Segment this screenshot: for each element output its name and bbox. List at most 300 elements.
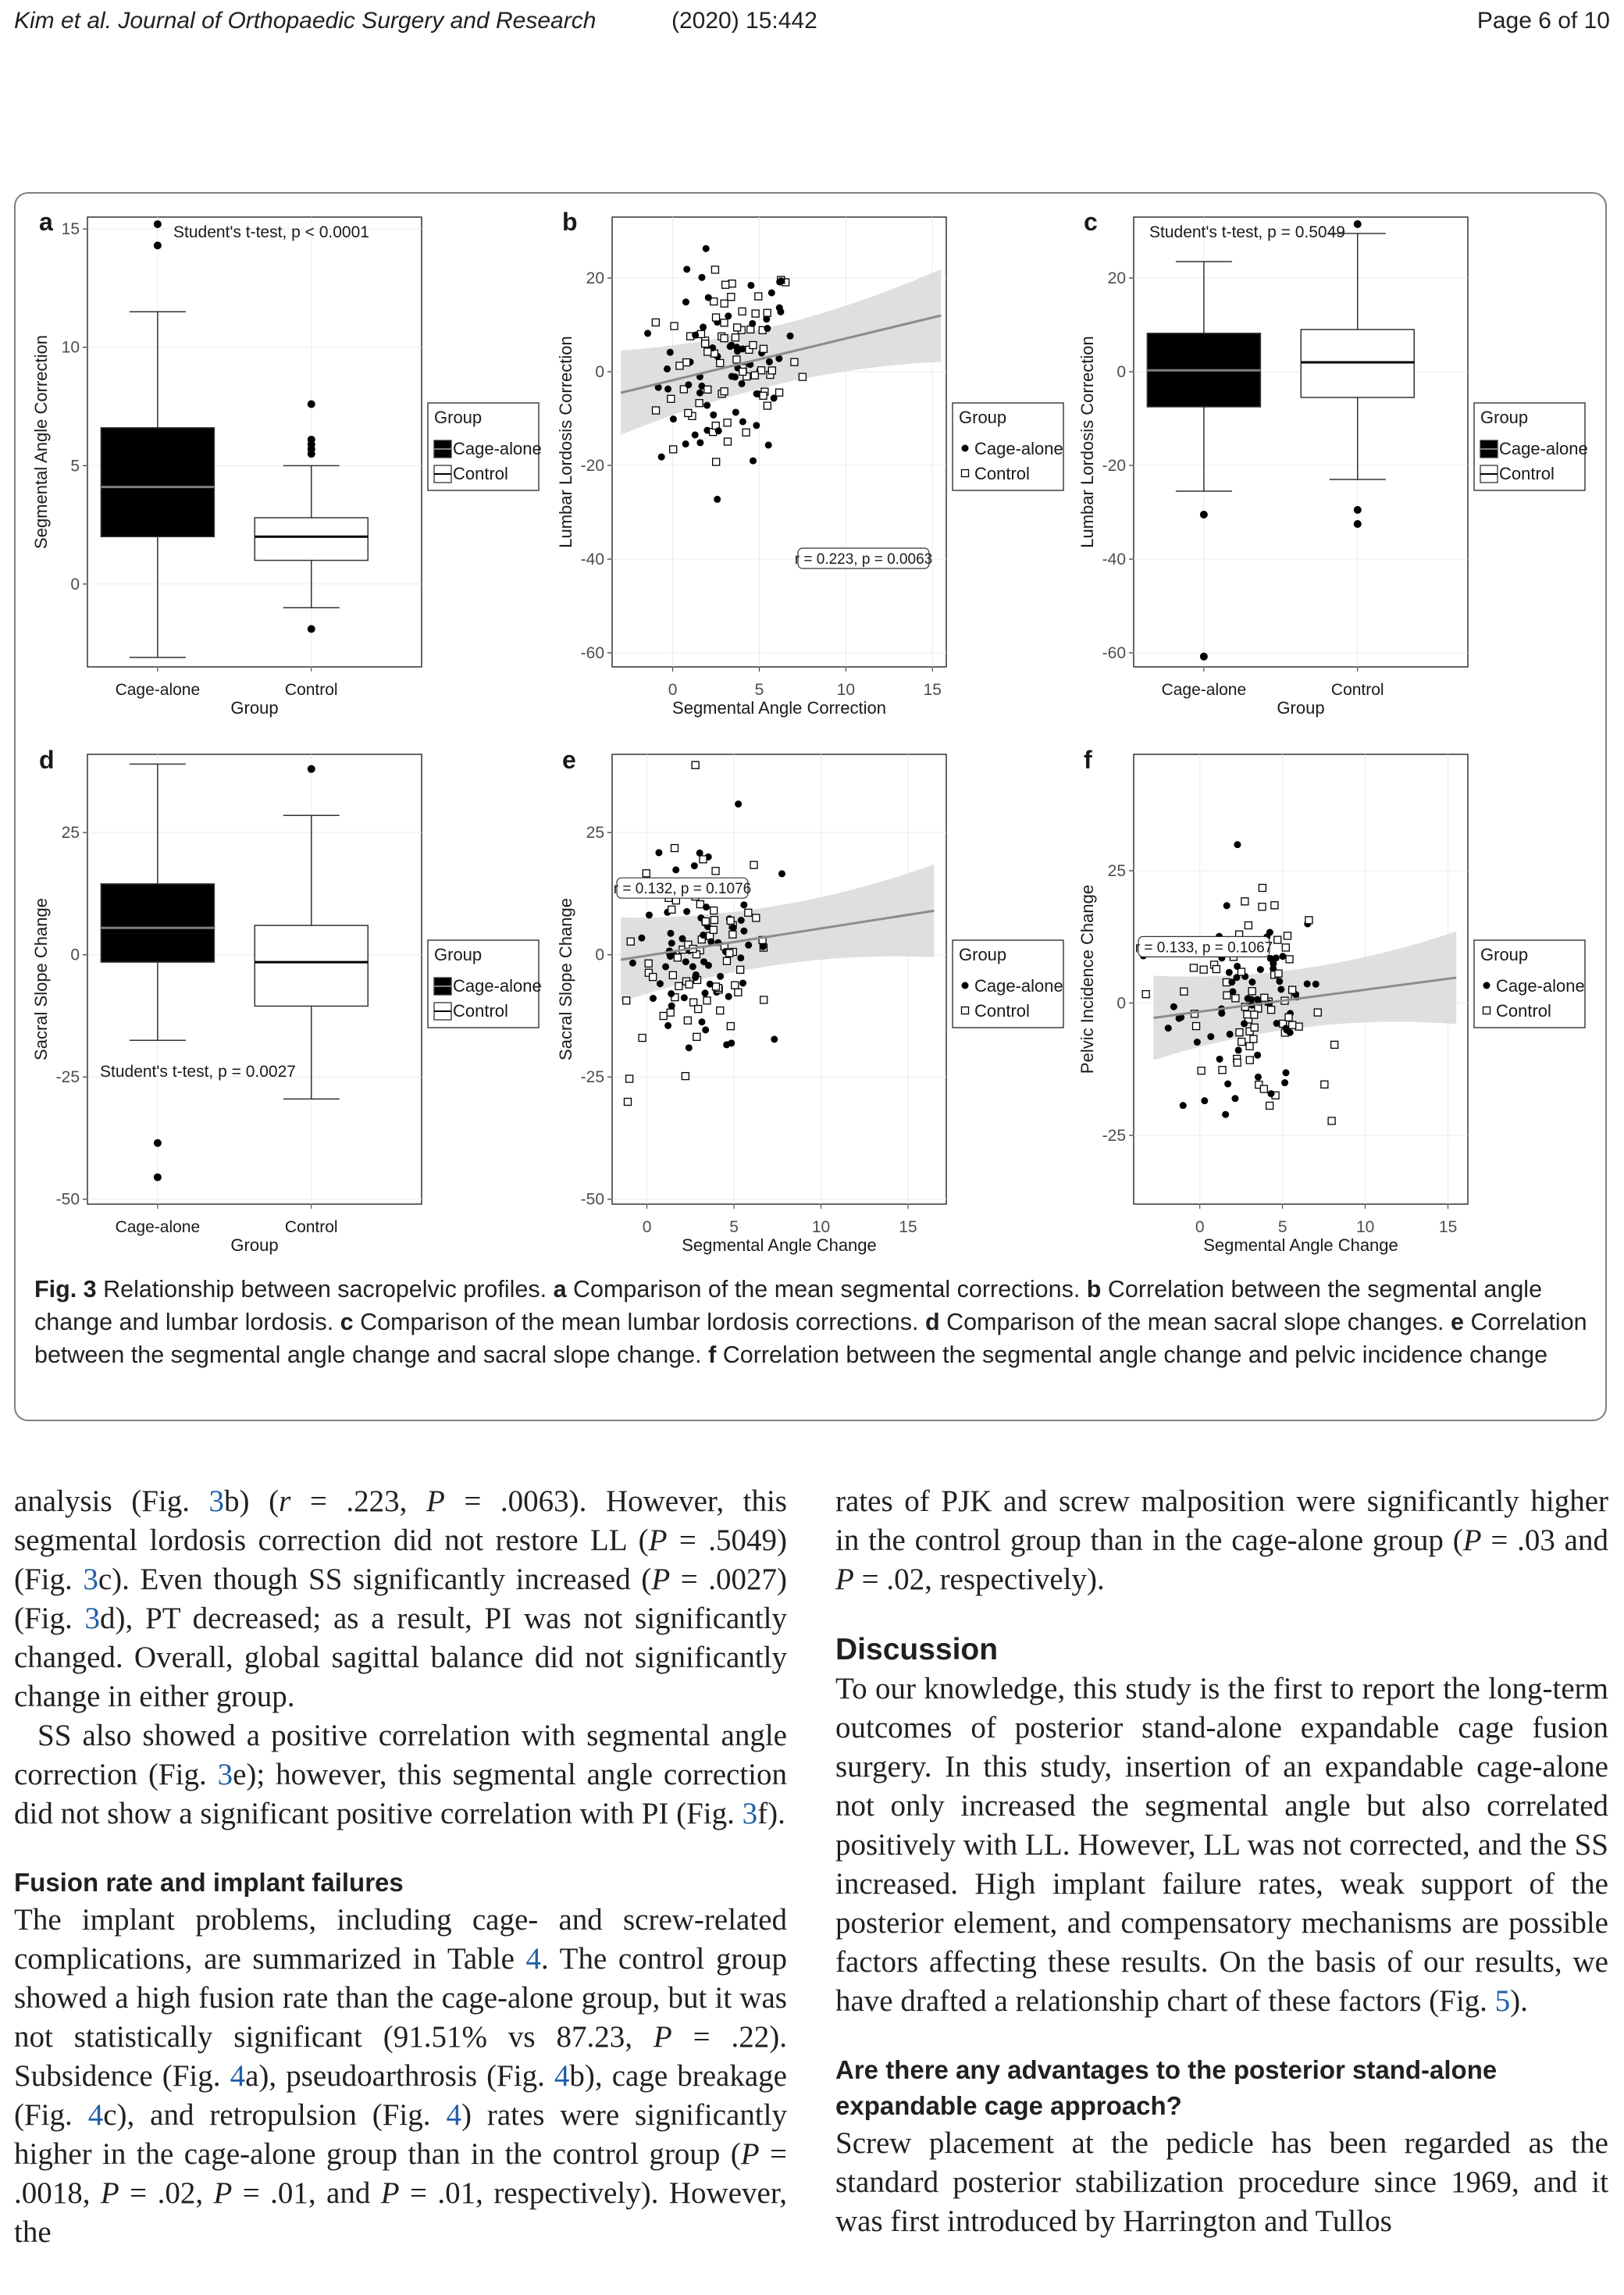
- scatter-point-cage-alone: [705, 962, 712, 969]
- panel-letter: f: [1084, 746, 1092, 774]
- caption-panel-letter: d: [918, 1309, 947, 1335]
- scatter-point-cage-alone: [1194, 1039, 1201, 1046]
- y-tick-label: 0: [70, 575, 80, 593]
- section-subheading: Fusion rate and implant failures: [14, 1868, 404, 1897]
- y-tick-label: -50: [55, 1190, 80, 1209]
- legend-key-square: [962, 1007, 969, 1014]
- legend-item-label: Cage-alone: [453, 439, 542, 458]
- scatter-point-cage-alone: [682, 440, 689, 447]
- y-tick-label: -25: [1102, 1126, 1126, 1145]
- scatter-point-cage-alone: [683, 908, 690, 915]
- scatter-point-cage-alone: [707, 981, 714, 988]
- y-axis-label: Sacral Slope Change: [556, 898, 575, 1060]
- y-tick-label: 25: [61, 824, 80, 843]
- scatter-point-cage-alone: [753, 390, 760, 397]
- legend-item-label: Cage-alone: [974, 439, 1063, 458]
- scatter-point-control: [700, 856, 707, 863]
- scatter-point-cage-alone: [1281, 1079, 1288, 1086]
- scatter-point-control: [1245, 922, 1252, 929]
- figure-reference-link[interactable]: 3: [83, 1563, 98, 1596]
- x-tick-label: 15: [923, 681, 942, 699]
- scatter-point-control: [627, 938, 634, 945]
- y-axis-label: Segmental Angle Correction: [31, 335, 51, 549]
- scatter-point-control: [668, 906, 675, 913]
- scatter-point-control: [1289, 1021, 1296, 1028]
- scatter-point-cage-alone: [1201, 1097, 1208, 1104]
- scatter-point-control: [733, 356, 740, 363]
- outlier-point: [1354, 520, 1362, 528]
- scatter-point-cage-alone: [753, 422, 760, 429]
- legend-key-dot: [1483, 982, 1490, 989]
- x-tick-label: 15: [1438, 1218, 1458, 1236]
- scatter-point-control: [764, 309, 771, 316]
- scatter-point-control: [724, 438, 731, 445]
- legend-title: Group: [959, 945, 1007, 964]
- scatter-point-control: [1259, 885, 1266, 892]
- x-axis-label: Segmental Angle Change: [682, 1235, 877, 1255]
- x-axis-label: Group: [230, 1235, 279, 1255]
- scatter-point-control: [667, 1009, 674, 1016]
- scatter-point-cage-alone: [705, 294, 712, 301]
- scatter-point-cage-alone: [1304, 980, 1311, 987]
- scatter-point-cage-alone: [1273, 954, 1280, 961]
- scatter-point-control: [713, 314, 720, 321]
- text-run: = .22). Subsidence (Fig.: [14, 2020, 787, 2093]
- text-run: = .02,: [119, 2176, 214, 2210]
- italic-symbol: P: [648, 1523, 668, 1557]
- scatter-point-control: [739, 368, 746, 375]
- scatter-point-cage-alone: [685, 381, 692, 388]
- text-run: b), cage breakage (Fig.: [14, 2059, 787, 2132]
- scatter-point-control: [653, 407, 660, 414]
- scatter-point-control: [684, 1017, 691, 1024]
- scatter-point-cage-alone: [682, 958, 689, 965]
- italic-symbol: P: [653, 2020, 672, 2054]
- scatter-point-cage-alone: [1227, 1031, 1234, 1038]
- paragraph: [14, 1482, 787, 1716]
- scatter-point-cage-alone: [668, 1003, 675, 1010]
- correlation-annotation: r = 0.223, p = 0.0063: [794, 551, 933, 568]
- scatter-point-control: [1295, 1023, 1302, 1030]
- legend-item-label: Control: [1496, 1001, 1551, 1021]
- scatter-point-cage-alone: [662, 963, 669, 970]
- x-tick-label: 5: [729, 1218, 739, 1236]
- caption-panel-text: Correlation between the segmental angle change and pelvic incidence change: [722, 1342, 1548, 1368]
- scatter-point-control: [693, 1033, 700, 1040]
- y-tick-label: 0: [1116, 994, 1126, 1013]
- scatter-point-cage-alone: [1235, 1046, 1242, 1053]
- scatter-point-cage-alone: [725, 993, 732, 1000]
- scatter-point-control: [1328, 1117, 1335, 1124]
- italic-symbol: P: [426, 1484, 445, 1518]
- scatter-point-cage-alone: [1245, 995, 1252, 1002]
- test-annotation: Student's t-test, p < 0.0001: [173, 223, 369, 241]
- scatter-point-control: [670, 446, 677, 453]
- y-tick-label: 25: [586, 824, 604, 843]
- y-tick-label: 5: [70, 457, 80, 476]
- x-tick-label: 10: [836, 681, 856, 699]
- scatter-point-control: [674, 954, 681, 961]
- legend-item-label: Cage-alone: [1499, 439, 1588, 458]
- scatter-point-cage-alone: [1228, 978, 1235, 985]
- outlier-point: [1200, 511, 1208, 519]
- text-run: = .5049) (Fig.: [14, 1523, 788, 1596]
- scatter-point-control: [1260, 1085, 1267, 1092]
- scatter-point-control: [1259, 903, 1266, 911]
- scatter-point-cage-alone: [696, 390, 703, 397]
- scatter-point-control: [721, 388, 728, 395]
- caption-panel-letter: a: [553, 1276, 574, 1303]
- text-run: c). Even though SS significantly increased (: [98, 1563, 652, 1596]
- journal-year: (2020) 15:442: [671, 8, 817, 34]
- scatter-point-control: [1284, 932, 1291, 939]
- scatter-point-control: [704, 348, 711, 355]
- text-run: b) (: [224, 1484, 280, 1518]
- y-tick-label: 0: [595, 363, 604, 381]
- scatter-point-cage-alone: [750, 458, 757, 465]
- x-tick-label: 5: [1277, 1218, 1287, 1236]
- scatter-point-control: [722, 281, 729, 288]
- legend-key-dot: [962, 982, 969, 989]
- scatter-point-control: [1142, 991, 1149, 998]
- y-tick-label: 20: [586, 269, 604, 287]
- x-tick-label: 0: [668, 681, 678, 699]
- legend-item-label: Cage-alone: [453, 976, 542, 996]
- scatter-point-cage-alone: [728, 372, 735, 380]
- scatter-point-cage-alone: [691, 862, 698, 869]
- paragraph: [14, 1901, 787, 2252]
- scatter-point-control: [1234, 1059, 1241, 1066]
- text-run: = .01, respectively). However, the: [14, 2176, 788, 2249]
- scatter-point-cage-alone: [700, 323, 707, 330]
- scatter-point-cage-alone: [735, 800, 742, 807]
- text-run: d), PT decreased; as a result, PI was not significantly changed. Overall, global sagittal balance did not significantly change in either group.: [14, 1602, 787, 1713]
- outlier-point: [308, 765, 315, 773]
- scatter-point-cage-alone: [1279, 953, 1286, 960]
- italic-symbol: P: [380, 2176, 400, 2210]
- legend-key-square: [1483, 1007, 1490, 1014]
- scatter-point-control: [1271, 902, 1278, 909]
- panel-letter: d: [39, 746, 55, 774]
- scatter-point-control: [1241, 898, 1248, 905]
- scatter-point-cage-alone: [747, 282, 754, 289]
- x-tick-label: 0: [642, 1218, 652, 1236]
- scatter-point-control: [710, 917, 718, 924]
- text-run: = .02, respectively).: [853, 1563, 1105, 1596]
- y-tick-label: 25: [1107, 862, 1126, 881]
- scatter-point-cage-alone: [1273, 1020, 1280, 1027]
- correlation-annotation: r = 0.133, p = 0.1067: [1134, 939, 1273, 957]
- paragraph: Screw placement at the pedicle has been regarded as the standard posterior stabilization procedure since 1969, and it was first introduced by Harrington and Tullos: [835, 2126, 1608, 2238]
- scatter-point-cage-alone: [1216, 1056, 1223, 1063]
- scatter-point-cage-alone: [1180, 1102, 1187, 1109]
- scatter-point-control: [1213, 966, 1220, 973]
- scatter-point-cage-alone: [650, 995, 657, 1002]
- scatter-point-cage-alone: [681, 994, 688, 1001]
- text-run: f).: [757, 1797, 785, 1830]
- plot-frame: [1134, 217, 1468, 667]
- scatter-point-cage-alone: [733, 344, 740, 351]
- scatter-point-control: [660, 1013, 667, 1020]
- figure-reference-link[interactable]: 4: [230, 2059, 246, 2093]
- scatter-point-control: [1246, 1042, 1253, 1049]
- text-run: To our knowledge, this study is the first to report the long-term outcomes of posterior stand-alone expandable cage fusion surgery. In this study, insertion of an expandable cage-alone not only increased the segmental angle but also correlated positively with LL. However, LL was not corrected, and the SS increased. High implant failure rates, weak support of the posterior element, and compensatory mechanisms are possible factors affecting these results. On the basis of our results, we have drafted a relationship chart of these factors (Fig.: [835, 1672, 1608, 2018]
- x-tick-label: 0: [1195, 1218, 1205, 1236]
- figure-reference-link[interactable]: 3: [742, 1797, 758, 1830]
- scatter-point-cage-alone: [703, 402, 710, 409]
- text-run: e); however, this segmental angle correction did not show a significant positive correlation with PI (Fig.: [14, 1758, 787, 1830]
- scatter-point-cage-alone: [766, 358, 773, 365]
- scatter-point-control: [721, 335, 728, 342]
- scatter-point-cage-alone: [717, 973, 724, 980]
- scatter-point-control: [1181, 988, 1188, 995]
- figure-reference-link[interactable]: 5: [1494, 1984, 1511, 2018]
- scatter-point-control: [671, 323, 678, 330]
- text-run: = .0063). However, this segmental lordosis correction did not restore LL (: [14, 1484, 787, 1557]
- scatter-point-cage-alone: [664, 365, 671, 372]
- caption-panel-text: Correlation between the segmental angle change and sacral slope change.: [34, 1309, 1587, 1368]
- scatter-point-control: [717, 359, 724, 366]
- scatter-point-control: [712, 868, 719, 875]
- scatter-point-control: [695, 1006, 702, 1013]
- panel-letter: c: [1084, 208, 1098, 236]
- scatter-point-control: [690, 999, 697, 1006]
- outlier-point: [1200, 653, 1208, 661]
- legend-title: Group: [434, 408, 483, 427]
- scatter-point-control: [1219, 1067, 1226, 1074]
- italic-symbol: P: [100, 2176, 119, 2210]
- scatter-point-control: [1246, 1057, 1253, 1064]
- scatter-point-cage-alone: [739, 418, 746, 425]
- body-column-right: [835, 1482, 1608, 2241]
- scatter-point-control: [1289, 986, 1296, 993]
- scatter-point-control: [1223, 992, 1230, 999]
- y-tick-label: -20: [1102, 457, 1126, 475]
- scatter-point-cage-alone: [1207, 1033, 1214, 1040]
- scatter-point-cage-alone: [700, 932, 707, 939]
- scatter-point-control: [1236, 1029, 1243, 1036]
- figure-reference-link[interactable]: 3: [208, 1484, 225, 1518]
- x-tick-label: Control: [284, 681, 338, 699]
- scatter-point-cage-alone: [727, 343, 734, 350]
- y-tick-label: 0: [595, 946, 604, 964]
- legend-item-label: Cage-alone: [1496, 976, 1585, 996]
- figure-reference-link[interactable]: 4: [446, 2098, 461, 2132]
- figure-3-charts: [16, 194, 1605, 1271]
- box-iqr: [101, 884, 214, 962]
- scatter-point-cage-alone: [760, 943, 767, 950]
- figure-reference-link[interactable]: 4: [87, 2098, 104, 2132]
- scatter-point-control: [760, 345, 767, 352]
- scatter-point-cage-alone: [710, 412, 717, 419]
- scatter-point-control: [1251, 1024, 1258, 1031]
- x-tick-label: Cage-alone: [1161, 681, 1247, 699]
- scatter-point-control: [671, 845, 678, 852]
- scatter-point-control: [1266, 1102, 1273, 1109]
- scatter-point-control: [728, 294, 735, 301]
- scatter-point-cage-alone: [668, 939, 675, 946]
- paragraph: [835, 1482, 1608, 1599]
- scatter-point-cage-alone: [696, 439, 703, 446]
- outlier-point: [1354, 220, 1362, 228]
- scatter-point-control: [675, 982, 682, 989]
- scatter-point-control: [1251, 1011, 1258, 1018]
- scatter-point-control: [750, 861, 757, 868]
- text-run: = .03 and: [1481, 1523, 1608, 1557]
- scatter-point-cage-alone: [646, 911, 653, 918]
- scatter-point-cage-alone: [1277, 985, 1284, 992]
- x-tick-label: Cage-alone: [115, 681, 201, 699]
- legend-item-label: Control: [1499, 464, 1555, 483]
- scatter-point-control: [624, 1098, 631, 1105]
- scatter-point-control: [652, 319, 659, 326]
- x-tick-label: 15: [899, 1218, 917, 1236]
- scatter-point-cage-alone: [1223, 902, 1230, 909]
- scatter-point-cage-alone: [692, 332, 699, 339]
- scatter-point-cage-alone: [629, 960, 636, 967]
- italic-symbol: P: [835, 1563, 854, 1596]
- scatter-point-cage-alone: [738, 917, 745, 924]
- scatter-point-control: [1190, 964, 1197, 971]
- box-iqr: [255, 925, 368, 1006]
- scatter-point-control: [683, 359, 690, 366]
- scatter-point-control: [702, 340, 709, 347]
- scatter-point-cage-alone: [692, 974, 699, 981]
- scatter-point-control: [721, 319, 728, 326]
- text-run: SS also showed a positive correlation with segmental angle correction (Fig.: [14, 1719, 787, 1791]
- scatter-point-cage-alone: [672, 866, 679, 873]
- outlier-point: [1354, 506, 1362, 514]
- x-tick-label: 10: [811, 1218, 831, 1236]
- scatter-point-control: [704, 386, 711, 393]
- scatter-point-cage-alone: [787, 333, 794, 340]
- scatter-point-control: [1238, 1039, 1245, 1046]
- scatter-point-control: [1268, 1007, 1275, 1014]
- correlation-annotation: r = 0.132, p = 0.1076: [613, 881, 752, 898]
- scatter-point-cage-alone: [1170, 1003, 1177, 1010]
- x-tick-label: Cage-alone: [115, 1218, 201, 1236]
- scatter-point-control: [676, 362, 683, 369]
- y-tick-label: -20: [580, 457, 604, 475]
- scatter-point-cage-alone: [699, 274, 706, 281]
- scatter-point-control: [685, 409, 692, 416]
- scatter-point-cage-alone: [1255, 1074, 1262, 1081]
- caption-panel-letter: c: [333, 1309, 361, 1335]
- scatter-point-control: [1250, 1035, 1257, 1042]
- x-tick-label: 10: [1355, 1218, 1375, 1236]
- scatter-point-cage-alone: [771, 394, 778, 401]
- scatter-point-cage-alone: [683, 265, 690, 273]
- scatter-point-cage-alone: [1276, 978, 1283, 985]
- scatter-point-cage-alone: [737, 954, 744, 961]
- box-iqr: [101, 428, 214, 536]
- scatter-point-control: [1275, 970, 1282, 977]
- text-run: a), pseudoarthrosis (Fig.: [245, 2059, 554, 2093]
- caption-panel-letter: e: [1444, 1309, 1471, 1335]
- scatter-point-cage-alone: [1226, 969, 1233, 976]
- scatter-point-cage-alone: [768, 289, 775, 296]
- scatter-point-control: [752, 310, 759, 317]
- legend-item-label: Control: [453, 1001, 508, 1021]
- italic-symbol: P: [1462, 1523, 1482, 1557]
- scatter-point-cage-alone: [668, 990, 675, 997]
- scatter-point-cage-alone: [644, 330, 651, 337]
- text-run: . The control group showed a high fusion rate than the cage-alone group, but it was not statistically significant (91.51% vs 87.23,: [14, 1942, 787, 2054]
- scatter-point-cage-alone: [664, 386, 671, 393]
- italic-symbol: r: [279, 1484, 291, 1518]
- panel-letter: a: [39, 208, 53, 236]
- scatter-point-cage-alone: [689, 963, 696, 970]
- text-run: ) rates were significantly higher in the cage-alone group than in the control group (: [14, 2098, 788, 2171]
- text-run: analysis (Fig.: [14, 1484, 209, 1518]
- scatter-point-control: [739, 308, 746, 315]
- scatter-point-cage-alone: [1165, 1025, 1172, 1032]
- scatter-point-control: [639, 1035, 646, 1042]
- text-run: c), and retropulsion (Fig.: [103, 2098, 447, 2132]
- y-axis-label: Pelvic Incidence Change: [1077, 884, 1097, 1074]
- scatter-point-control: [753, 914, 760, 921]
- y-tick-label: 0: [70, 946, 80, 964]
- scatter-point-cage-alone: [1222, 1111, 1229, 1118]
- scatter-point-control: [1244, 1011, 1251, 1018]
- caption-panel-text: Correlation between the segmental angle change and lumbar lordosis.: [34, 1276, 1543, 1335]
- scatter-point-cage-alone: [686, 1044, 693, 1051]
- figure-reference-link[interactable]: 4: [525, 1942, 542, 1976]
- page-header: [14, 8, 1610, 39]
- scatter-point-cage-alone: [765, 441, 772, 448]
- scatter-point-cage-alone: [1231, 1095, 1238, 1102]
- y-axis-label: Lumbar Lordosis Correction: [556, 336, 575, 548]
- text-run: ).: [1510, 1984, 1528, 2018]
- section-heading: Discussion: [835, 1633, 999, 1666]
- figure-reference-link[interactable]: 4: [554, 2059, 570, 2093]
- x-axis-label: Segmental Angle Change: [1203, 1235, 1398, 1255]
- scatter-point-control: [713, 458, 720, 465]
- page-number: Page 6 of 10: [1476, 8, 1610, 34]
- caption-panel-letter: f: [701, 1342, 723, 1368]
- legend-title: Group: [434, 945, 483, 964]
- y-tick-label: -60: [1102, 644, 1126, 662]
- scatter-point-control: [734, 324, 741, 331]
- scatter-point-control: [760, 996, 767, 1003]
- scatter-point-cage-alone: [732, 408, 739, 415]
- scatter-point-control: [711, 266, 718, 273]
- scatter-point-control: [799, 373, 806, 380]
- scatter-point-cage-alone: [740, 928, 747, 935]
- scatter-point-cage-alone: [1234, 963, 1241, 970]
- y-axis-label: Sacral Slope Change: [31, 898, 51, 1060]
- text-run: = .0027) (Fig.: [14, 1563, 788, 1635]
- scatter-point-cage-alone: [725, 312, 732, 319]
- scatter-point-cage-alone: [657, 980, 664, 987]
- italic-symbol: P: [740, 2137, 760, 2171]
- scatter-point-control: [776, 389, 783, 396]
- scatter-point-control: [735, 989, 742, 996]
- scatter-point-control: [745, 909, 752, 916]
- figure-reference-link[interactable]: 3: [217, 1758, 233, 1791]
- test-annotation: Student's t-test, p = 0.0027: [100, 1063, 296, 1082]
- scatter-point-cage-alone: [664, 1022, 671, 1029]
- scatter-point-control: [712, 983, 719, 990]
- outlier-point: [308, 436, 315, 444]
- scatter-point-cage-alone: [658, 454, 665, 461]
- scatter-point-control: [729, 931, 736, 938]
- scatter-point-cage-alone: [1241, 1020, 1248, 1027]
- scatter-point-cage-alone: [776, 305, 783, 312]
- scatter-point-control: [623, 997, 630, 1004]
- figure-reference-link[interactable]: 3: [84, 1602, 101, 1635]
- scatter-point-control: [1248, 988, 1255, 995]
